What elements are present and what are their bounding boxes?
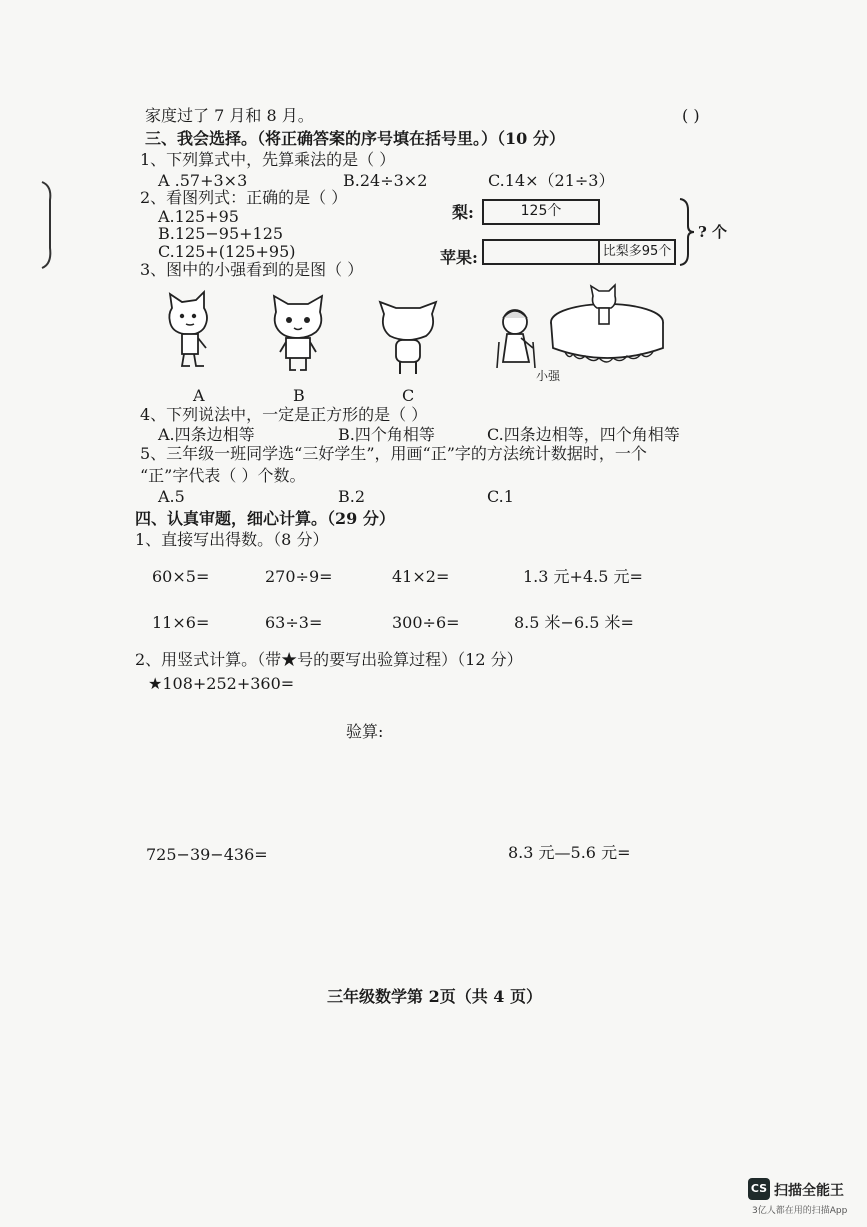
- q2-option-a: A.125+95: [158, 207, 239, 226]
- apple-extra-bar: 比梨多95个: [598, 239, 676, 265]
- calc-5: 11×6=: [152, 613, 210, 632]
- q2-option-b: B.125−95+125: [158, 224, 284, 243]
- pear-bar: 125个: [482, 199, 600, 225]
- watermark-name: 扫描全能王: [774, 1183, 844, 1199]
- top-line: 家度过了 7 月和 8 月。: [145, 106, 314, 125]
- watermark-tagline: 3亿人都在用的扫描App: [752, 1206, 848, 1216]
- q5-stem-line2: “正”字代表（ ）个数。: [140, 466, 306, 485]
- q5-option-b: B.2: [338, 487, 366, 506]
- xiaoqiang-scene-figure: [495, 282, 675, 382]
- check-label: 验算:: [346, 722, 384, 741]
- p1-title: 1、直接写出得数。（8 分）: [135, 530, 329, 549]
- calc-3: 41×2=: [392, 567, 450, 586]
- calc-1: 60×5=: [152, 567, 210, 586]
- pear-label: 梨:: [452, 203, 474, 222]
- margin-bracket: [30, 180, 60, 270]
- apple-bar: [482, 239, 600, 265]
- vertical-calc-2: 725−39−436=: [146, 845, 268, 864]
- section4-heading: 四、认真审题，细心计算。（29 分）: [135, 509, 395, 528]
- page-footer: 三年级数学第 2页（共 4 页）: [327, 987, 542, 1006]
- cat-back-view-figure: [378, 300, 438, 378]
- q3-stem: 3、图中的小强看到的是图（ ）: [140, 260, 364, 279]
- q4-option-a: A.四条边相等: [158, 425, 255, 444]
- q4-stem: 4、下列说法中，一定是正方形的是（ ）: [140, 405, 428, 424]
- total-brace: [678, 198, 698, 266]
- q2-option-c: C.125+(125+95): [158, 242, 296, 261]
- q4-option-c: C.四条边相等，四个角相等: [487, 425, 680, 444]
- watermark-logo: CS: [748, 1178, 770, 1200]
- question-label: ? 个: [698, 223, 728, 241]
- q1-stem: 1、下列算式中，先算乘法的是（ ）: [140, 150, 396, 169]
- apple-label: 苹果:: [440, 248, 478, 267]
- cat-front-view-figure: [270, 296, 326, 376]
- vertical-calc-1: ★108+252+360=: [148, 674, 295, 693]
- calc-4: 1.3 元+4.5 元=: [523, 567, 643, 586]
- calc-7: 300÷6=: [392, 613, 460, 632]
- vertical-calc-3: 8.3 元—5.6 元=: [508, 843, 631, 862]
- section3-heading: 三、我会选择。（将正确答案的序号填在括号里。）（10 分）: [145, 129, 565, 148]
- calc-8: 8.5 米−6.5 米=: [514, 613, 634, 632]
- q5-stem-line1: 5、三年级一班同学选“三好学生”，用画“正”字的方法统计数据时，一个: [140, 444, 647, 463]
- q1-option-c: C.14×（21÷3）: [488, 171, 615, 190]
- cat-side-view-figure: [160, 292, 220, 374]
- q3-option-a: A: [193, 386, 205, 405]
- calc-2: 270÷9=: [265, 567, 333, 586]
- q5-option-a: A.5: [158, 487, 185, 506]
- q1-option-a: A .57+3×3: [158, 171, 248, 190]
- p2-title: 2、用竖式计算。（带★号的要写出验算过程）（12 分）: [135, 650, 523, 669]
- q2-stem: 2、看图列式：正确的是（ ）: [140, 188, 348, 207]
- calc-6: 63÷3=: [265, 613, 323, 632]
- top-line-paren: ( ): [682, 106, 700, 125]
- q3-option-c: C: [402, 386, 415, 405]
- q5-option-c: C.1: [487, 487, 514, 506]
- q4-option-b: B.四个角相等: [338, 425, 435, 444]
- scene-label-xiaoqiang: 小强: [536, 369, 561, 383]
- q3-option-b: B: [293, 386, 305, 405]
- q1-option-b: B.24÷3×2: [343, 171, 428, 190]
